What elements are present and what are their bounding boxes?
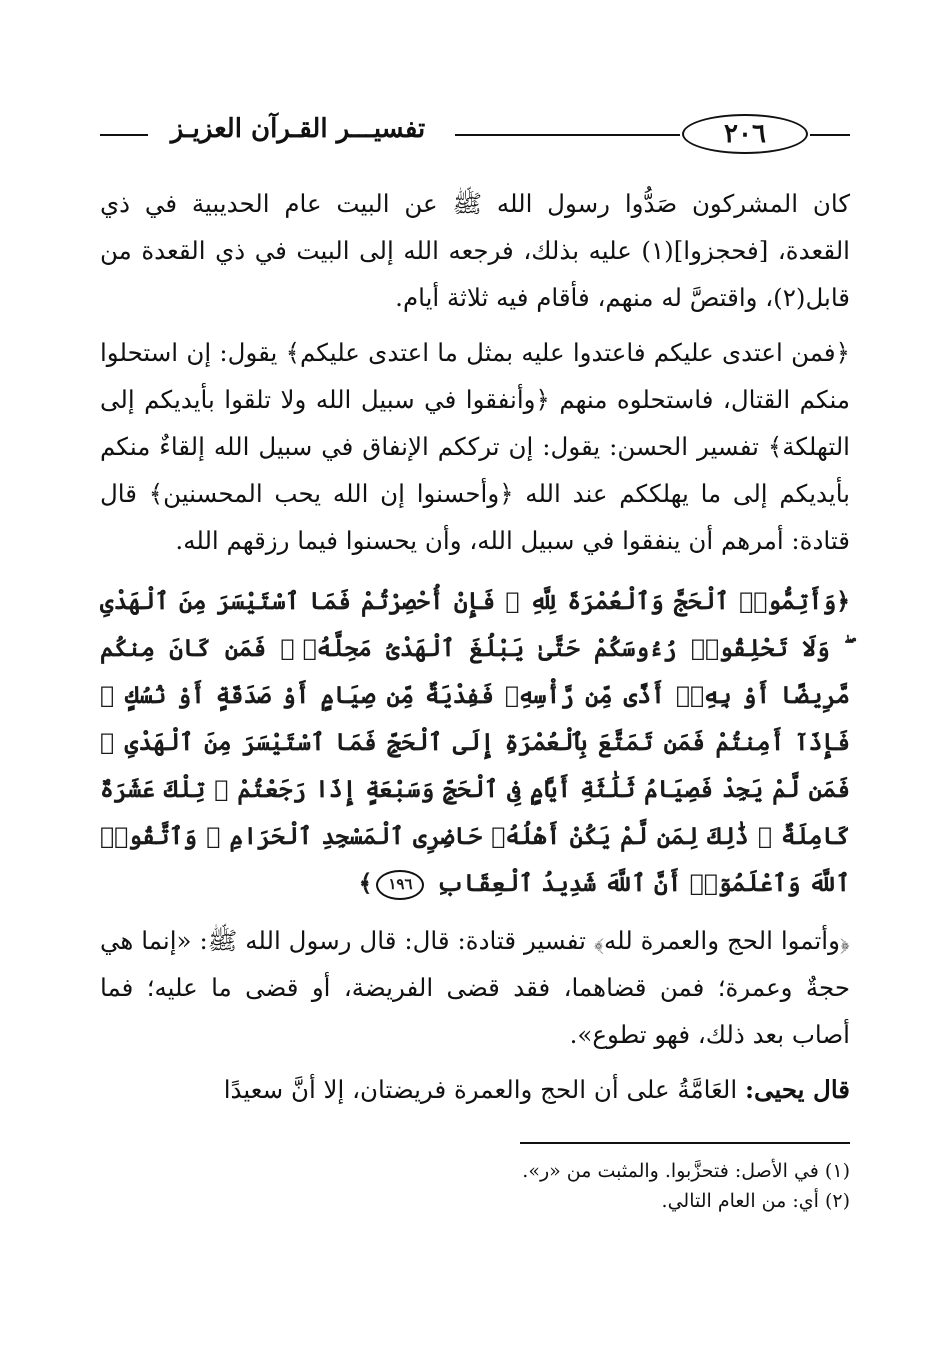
page-number: ٢٠٦ [682,114,808,154]
page-header [100,110,850,160]
page [100,110,850,1212]
paragraph-4 [100,1066,850,1113]
footnote-rule [520,1142,850,1144]
header-rule-middle [455,134,680,136]
paragraph-4-lead: قال يحيى: [745,1075,850,1104]
header-rule-right [810,134,850,136]
footnote-1: (١) في الأصل: فتحزَّبوا. والمثبت من «ر». [522,1160,850,1182]
footnote-2: (٢) أي: من العام التالي. [661,1190,850,1212]
verse-close-bracket: ﴾ [358,869,373,897]
quran-verse [100,578,850,907]
verse-text: ﴿وَأَتِمُّوا۟ ٱلْحَجَّ وَٱلْعُمْرَةَ لِلَّهِ ۚ فَإِنْ أُحْصِرْتُمْ فَمَا ٱسْتَيْسَرَ مِنَ ٱلْهَدْىِ ۖ وَلَا تَحْلِقُوا۟ رُءُوسَكُمْ حَتَّىٰ يَبْلُغَ ٱلْهَدْىُ مَحِلَّهُۥ ۚ فَمَن كَانَ مِنكُم مَّرِيضًا أَوْ بِهِۦٓ أَذًى مِّن رَّأْسِهِۦ فَفِدْيَةٌ مِّن صِيَامٍ أَوْ صَدَقَةٍ أَوْ نُسُكٍ ۚ فَإِذَآ أَمِنتُمْ فَمَن تَمَتَّعَ بِٱلْعُمْرَةِ إِلَى ٱلْحَجِّ فَمَا ٱسْتَيْسَرَ مِنَ ٱلْهَدْىِ ۚ فَمَن لَّمْ يَجِدْ فَصِيَامُ ثَلَٰثَةِ أَيَّامٍ فِى ٱلْحَجِّ وَسَبْعَةٍ إِذَا رَجَعْتُمْ ۗ تِلْكَ عَشَرَةٌ كَامِلَةٌ ۗ ذَٰلِكَ لِمَن لَّمْ يَكُنْ أَهْلُهُۥ حَاضِرِى ٱلْمَسْجِدِ ٱلْحَرَامِ ۚ وَٱتَّقُوا۟ ٱللَّهَ وَٱعْلَمُوٓا۟ أَنَّ ٱللَّهَ شَدِيدُ ٱلْعِقَابِ [100,587,850,897]
paragraph-4-text: العَامَّةُ على أن الحج والعمرة فريضتان، إلا أنَّ سعيدًا [223,1075,745,1104]
paragraph-1: كان المشركون صَدُّوا رسول الله ﷺ عن البيت عام الحديبية في ذي القعدة، [فحجزوا](١) عليه بذلك، فرجعه الله إلى البيت في ذي القعدة من قابل(٢)، واقتصَّ له منهم، فأقام فيه ثلاثة أيام. [100,189,850,312]
paragraph-3: ﴿وأتموا الحج والعمرة لله﴾ تفسير قتادة: قال: قال رسول الله ﷺ: «إنما هي حجةٌ وعمرة؛ فمن قضاهما، فقد قضى الفريضة، أو قضى ما عليه؛ فما أصاب بعد ذلك، فهو تطوع». [100,926,850,1049]
ayah-number-marker: ١٩٦ [376,870,424,900]
footnotes [100,1156,850,1216]
running-title: تفسيـــر القـرآن العزيـز [170,114,426,144]
paragraph-2: ﴿فمن اعتدى عليكم فاعتدوا عليه بمثل ما اعتدى عليكم﴾ يقول: إن استحلوا منكم القتال، فاستحلوه منهم ﴿وأنفقوا في سبيل الله ولا تلقوا بأيديكم إلى التهلكة﴾ تفسير الحسن: يقول: إن ترككم الإنفاق في سبيل الله إلقاءٌ منكم بأيديكم إلى ما يهلككم عند الله ﴿وأحسنوا إن الله يحب المحسنين﴾ قال قتادة: أمرهم أن ينفقوا في سبيل الله، وأن يحسنوا فيما رزقهم الله. [100,338,850,555]
header-rule-left [100,134,148,136]
